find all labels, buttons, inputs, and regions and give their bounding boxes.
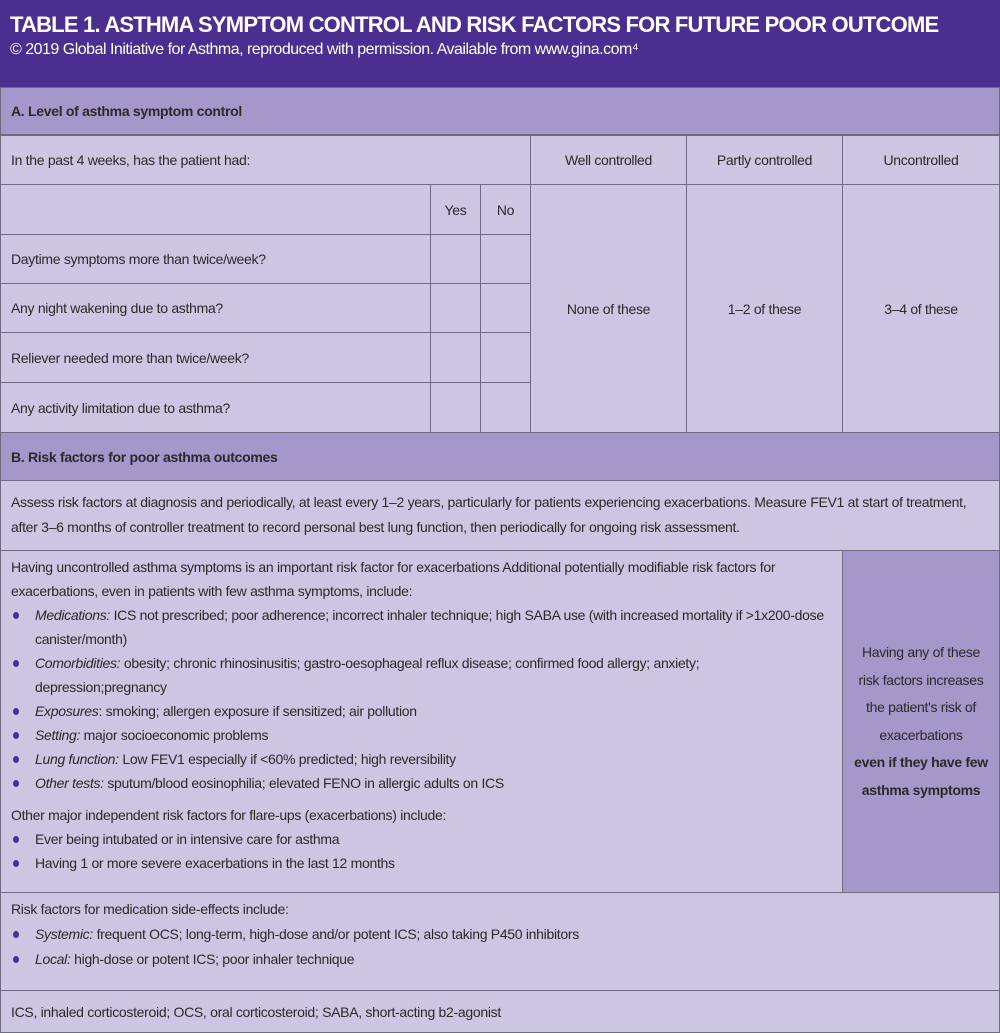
section-a-heading: A. Level of asthma symptom control <box>0 87 1000 135</box>
no-header: No <box>480 184 531 235</box>
risk-factors-cell <box>0 550 843 893</box>
question-header: In the past 4 weeks, has the patient had: <box>0 135 531 185</box>
assess-text: Assess risk factors at diagnosis and periodically, at least every 1–2 years, particularly for patients experiencing exacerbations. Measure FEV1 at start of treatment, after 3–6 months of controller treatment to record personal best lung function, then periodically for ongoing risk assessment. <box>0 480 1000 551</box>
risk-factor-item <box>11 747 832 771</box>
table-subtitle: © 2019 Global Initiative for Asthma, reproduced with permission. Available from www.gina.com⁴ <box>10 41 639 58</box>
factor-text: : smoking; allergen exposure if sensitized; air pollution <box>98 703 417 719</box>
yes-checkbox[interactable] <box>430 382 481 433</box>
other-risk-item: Ever being intubated or in intensive care for asthma <box>11 827 832 851</box>
med-list <box>11 922 989 972</box>
other-risk-list <box>11 827 832 875</box>
blank-cell <box>0 184 431 235</box>
factor-label: Exposures <box>35 703 99 719</box>
table-title-bar <box>0 0 1000 87</box>
result-uncontrolled: 3–4 of these <box>842 184 1000 433</box>
risk-summary-text: Having any of these risk factors increases the patient's risk of exacerbations <box>858 644 984 743</box>
symptom-row: Any activity limitation due to asthma? <box>0 382 431 433</box>
factor-text: Low FEV1 especially if <60% predicted; high reversibility <box>118 751 456 767</box>
med-text: frequent OCS; long-term, high-dose and/or potent ICS; also taking P450 inhibitors <box>92 926 579 942</box>
factor-label: Setting: <box>35 727 81 743</box>
med-item <box>11 922 989 947</box>
table-title: TABLE 1. ASTHMA SYMPTOM CONTROL AND RISK FACTORS FOR FUTURE POOR OUTCOME <box>10 12 939 37</box>
yes-checkbox[interactable] <box>430 332 481 383</box>
other-risk-intro: Other major independent risk factors for flare-ups (exacerbations) include: <box>11 807 447 823</box>
med-label: Local: <box>35 951 71 967</box>
symptom-row: Reliever needed more than twice/week? <box>0 332 431 383</box>
no-checkbox[interactable] <box>480 332 531 383</box>
no-checkbox[interactable] <box>480 382 531 433</box>
med-item <box>11 947 989 972</box>
factor-label: Lung function: <box>35 751 119 767</box>
section-b-heading: B. Risk factors for poor asthma outcomes <box>0 432 1000 481</box>
risk-intro: Having uncontrolled asthma symptoms is an important risk factor for exacerbations Additional potentially modifiable risk factors for exacerbations, even in patients with few asthma symptoms, include: <box>11 559 776 599</box>
no-checkbox[interactable] <box>480 234 531 284</box>
factor-text: sputum/blood eosinophilia; elevated FENO in allergic adults on ICS <box>103 775 504 791</box>
symptom-row: Any night wakening due to asthma? <box>0 283 431 333</box>
risk-summary-bold: even if they have few asthma symptoms <box>854 754 988 798</box>
factor-label: Medications: <box>35 607 110 623</box>
risk-factor-item <box>11 771 832 795</box>
med-label: Systemic: <box>35 926 93 942</box>
med-text: high-dose or potent ICS; poor inhaler technique <box>70 951 355 967</box>
yes-header: Yes <box>430 184 481 235</box>
medication-side-effects-cell <box>0 892 1000 991</box>
factor-label: Other tests: <box>35 775 104 791</box>
factor-text: major socioeconomic problems <box>80 727 269 743</box>
factor-text: obesity; chronic rhinosinusitis; gastro-oesophageal reflux disease; confirmed food allergy; anxiety; depression;pregnancy <box>35 655 700 695</box>
yes-checkbox[interactable] <box>430 234 481 284</box>
risk-factor-item <box>11 603 832 651</box>
no-checkbox[interactable] <box>480 283 531 333</box>
risk-summary-cell <box>842 550 1000 893</box>
col-uncontrolled: Uncontrolled <box>842 135 1000 185</box>
risk-factor-item <box>11 699 832 723</box>
result-well-controlled: None of these <box>530 184 687 433</box>
symptom-row: Daytime symptoms more than twice/week? <box>0 234 431 284</box>
col-partly-controlled: Partly controlled <box>686 135 843 185</box>
factor-text: ICS not prescribed; poor adherence; incorrect inhaler technique; high SABA use (with increased mortality if >1x200-dose canister/month) <box>35 607 824 647</box>
risk-factor-list <box>11 603 832 795</box>
footnote: ICS, inhaled corticosteroid; OCS, oral corticosteroid; SABA, short-acting b2-agonist <box>0 990 1000 1033</box>
risk-factor-item <box>11 651 832 699</box>
factor-label: Comorbidities: <box>35 655 121 671</box>
med-intro: Risk factors for medication side-effects include: <box>11 901 289 917</box>
risk-factor-item <box>11 723 832 747</box>
yes-checkbox[interactable] <box>430 283 481 333</box>
result-partly-controlled: 1–2 of these <box>686 184 843 433</box>
other-risk-item: Having 1 or more severe exacerbations in the last 12 months <box>11 851 832 875</box>
col-well-controlled: Well controlled <box>530 135 687 185</box>
